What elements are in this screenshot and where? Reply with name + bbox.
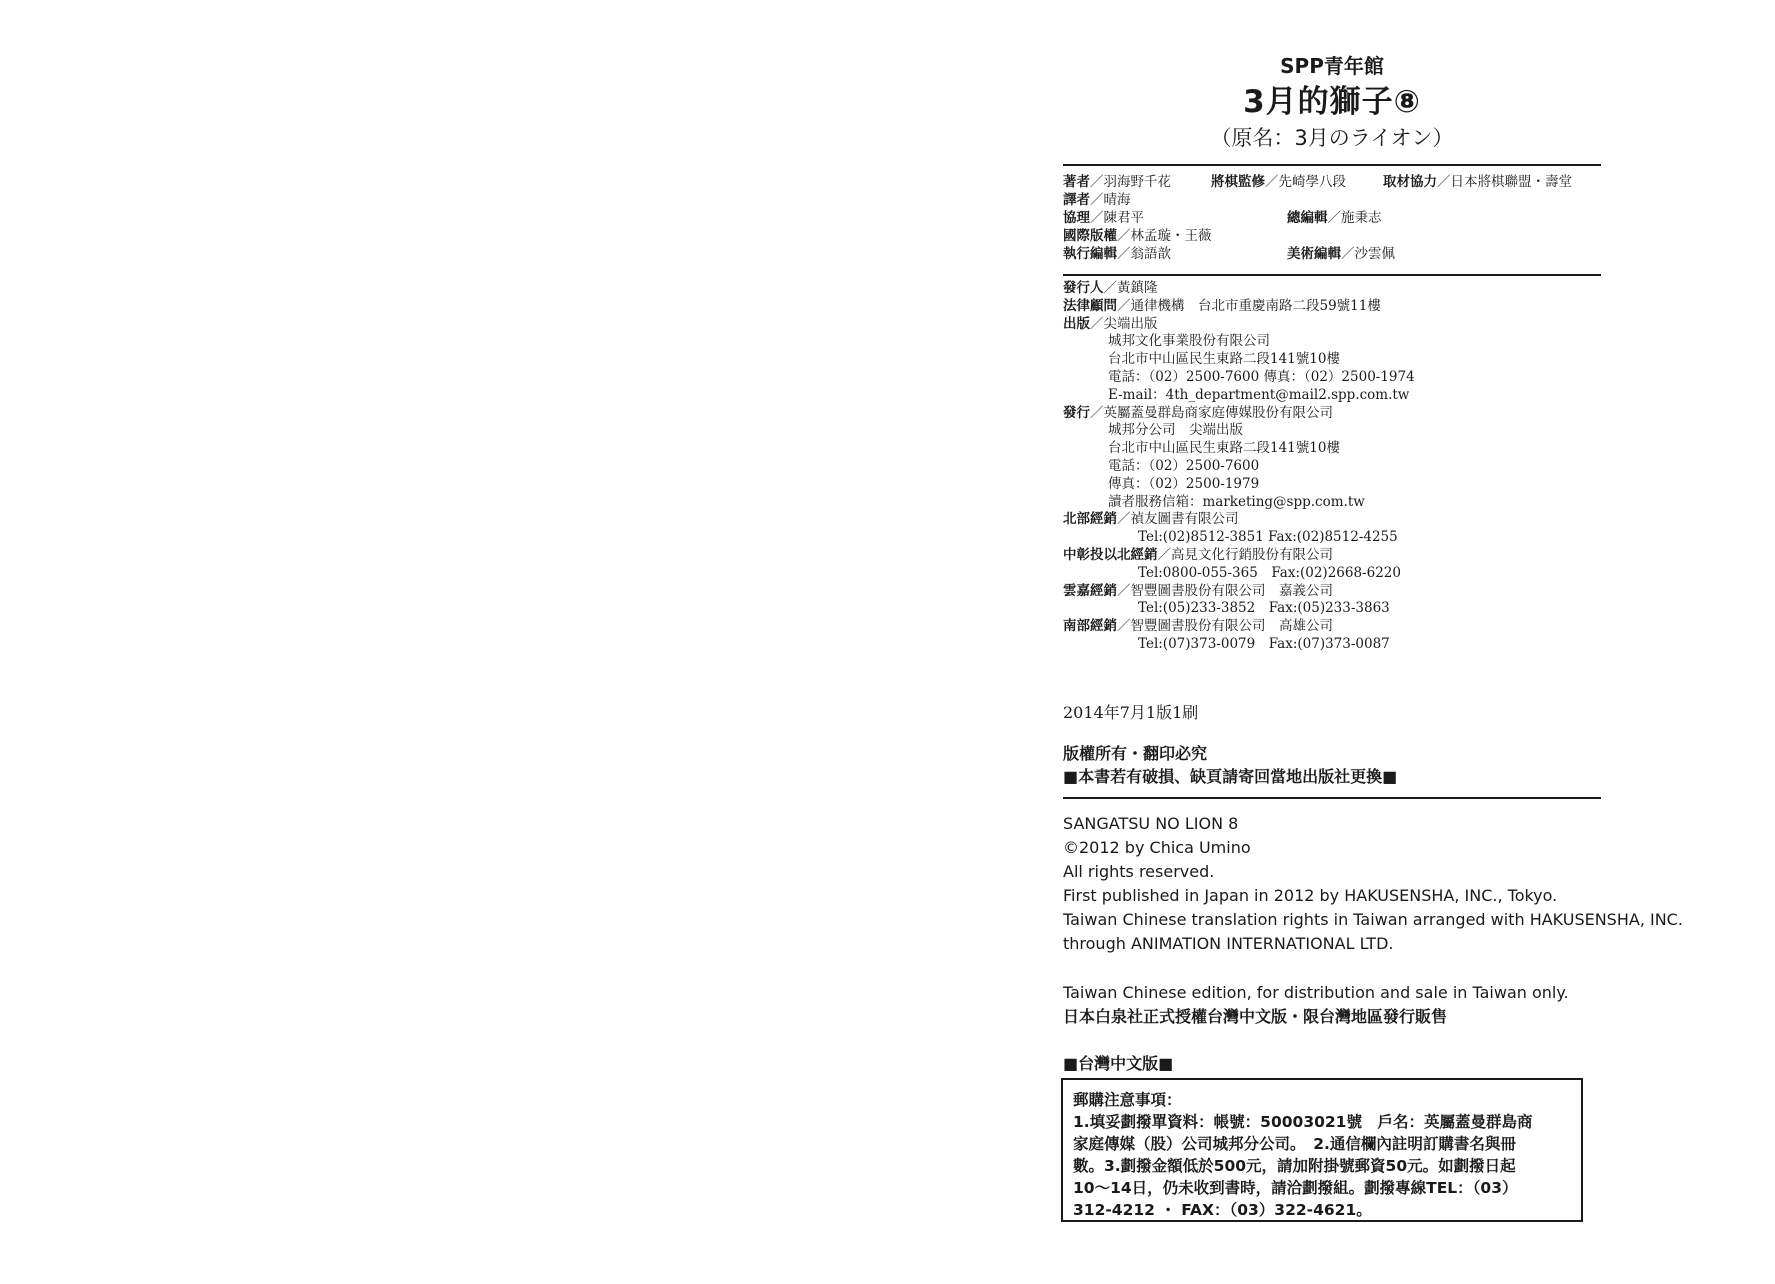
notice-line: 1.填妥劃撥單資料：帳號：50003021號 戶名：英屬蓋曼群島商	[1073, 1113, 1533, 1131]
credit-research: 取材協力／日本將棋聯盟・壽堂	[1383, 174, 1572, 190]
mail-order-notice-box	[1061, 1078, 1583, 1222]
south-dist-tel: Tel:(07)373-0079 Fax:(07)373-0087	[1138, 635, 1390, 652]
rights-line: 版權所有・翻印必究	[1063, 744, 1208, 763]
credit-exec-editor: 執行編輯／翁語歆	[1063, 246, 1171, 262]
press-email: E-mail：4th_department@mail2.spp.com.tw	[1108, 386, 1410, 403]
divider	[1063, 274, 1601, 276]
distrib-detail: 台北市中山區民生東路二段141號10樓	[1108, 440, 1340, 457]
press-detail: 電話：（02）2500-7600 傳真：（02）2500-1974	[1108, 368, 1415, 385]
first-published: First published in Japan in 2012 by HAKUSENSHA, INC., Tokyo.	[1063, 886, 1558, 905]
publisher-block	[1063, 280, 1623, 654]
central-dist-line: 中彰投以北經銷／高見文化行銷股份有限公司	[1063, 546, 1333, 563]
distrib-detail: 電話：（02）2500-7600	[1108, 457, 1260, 474]
press-line: 出版／尖端出版	[1063, 315, 1158, 332]
distrib-line: 發行／英屬蓋曼群島商家庭傳媒股份有限公司	[1063, 404, 1333, 421]
issuer-line: 發行人／黃鎮隆	[1063, 280, 1158, 296]
notice-line: 10～14日，仍未收到書時，請洽劃撥組。劃撥專線TEL：（03）	[1073, 1179, 1518, 1197]
replacement-notice: ■本書若有破損、缺頁請寄回當地出版社更換■	[1063, 767, 1398, 786]
south-dist-line: 南部經銷／智豐圖書股份有限公司 高雄公司	[1063, 618, 1333, 635]
distribution-zh: 日本白泉社正式授權台灣中文版・限台灣地區發行販售	[1063, 1007, 1448, 1026]
original-title: （原名：3月のライオン）	[1210, 126, 1454, 150]
credit-assist: 協理／陳君平	[1063, 210, 1144, 226]
divider	[1063, 797, 1601, 799]
notice-line: 家庭傳媒（股）公司城邦分公司。 2.通信欄內註明訂購書名與冊	[1073, 1135, 1516, 1153]
north-dist-line: 北部經銷／禎友圖書有限公司	[1063, 511, 1239, 528]
divider	[1063, 164, 1601, 166]
distrib-detail: 城邦分公司 尖端出版	[1108, 422, 1243, 439]
rights-reserved: All rights reserved.	[1063, 862, 1215, 881]
press-detail: 台北市中山區民生東路二段141號10樓	[1108, 351, 1340, 368]
notice-line: 數。3.劃撥金額低於500元，請加附掛號郵資50元。如劃撥日起	[1073, 1157, 1516, 1175]
translation-rights: Taiwan Chinese translation rights in Taiwan arranged with HAKUSENSHA, INC.	[1063, 910, 1683, 929]
rights-block	[1063, 742, 1397, 788]
original-title-en: SANGATSU NO LION 8	[1063, 814, 1239, 833]
edition-date: 2014年7月1版1刷	[1063, 703, 1199, 722]
taiwan-distribution-note	[1063, 981, 1743, 1029]
english-copyright	[1063, 812, 1743, 956]
credit-art-editor: 美術編輯／沙雲佩	[1287, 246, 1395, 262]
taiwan-edition-label: ■台灣中文版■	[1063, 1054, 1174, 1073]
copyright-line: ©2012 by Chica Umino	[1063, 838, 1251, 857]
notice-heading: 郵購注意事項：	[1073, 1091, 1182, 1109]
distribution-en: Taiwan Chinese edition, for distribution and sale in Taiwan only.	[1063, 983, 1569, 1002]
yunjia-dist-tel: Tel:(05)233-3852 Fax:(05)233-3863	[1138, 600, 1390, 617]
press-detail: 城邦文化事業股份有限公司	[1108, 333, 1270, 350]
credit-shogi: 將棋監修／先崎學八段	[1211, 174, 1346, 190]
book-title: 3月的獅子⑧	[1243, 84, 1421, 120]
credits-block	[1063, 173, 1603, 265]
north-dist-tel: Tel:(02)8512-3851 Fax:(02)8512-4255	[1138, 529, 1398, 546]
series-name: SPP青年館	[1280, 54, 1384, 78]
credit-intl-rights: 國際版權／林孟璇・王薇	[1063, 228, 1212, 244]
credit-author: 著者／羽海野千花	[1063, 174, 1171, 190]
distrib-detail: 傳真：（02）2500-1979	[1108, 475, 1260, 492]
agency-line: through ANIMATION INTERNATIONAL LTD.	[1063, 934, 1394, 953]
notice-line: 312-4212 ・ FAX：（03）322-4621。	[1073, 1201, 1372, 1219]
credit-translator: 譯者／晴海	[1063, 192, 1131, 208]
yunjia-dist-line: 雲嘉經銷／智豐圖書股份有限公司 嘉義公司	[1063, 582, 1333, 599]
central-dist-tel: Tel:0800-055-365 Fax:(02)2668-6220	[1138, 564, 1401, 581]
credit-chief-editor: 總編輯／施秉志	[1287, 210, 1382, 226]
legal-line: 法律顧問／通律機構 台北市重慶南路二段59號11樓	[1063, 297, 1381, 314]
distrib-detail: 讀者服務信箱：marketing@spp.com.tw	[1108, 493, 1365, 510]
